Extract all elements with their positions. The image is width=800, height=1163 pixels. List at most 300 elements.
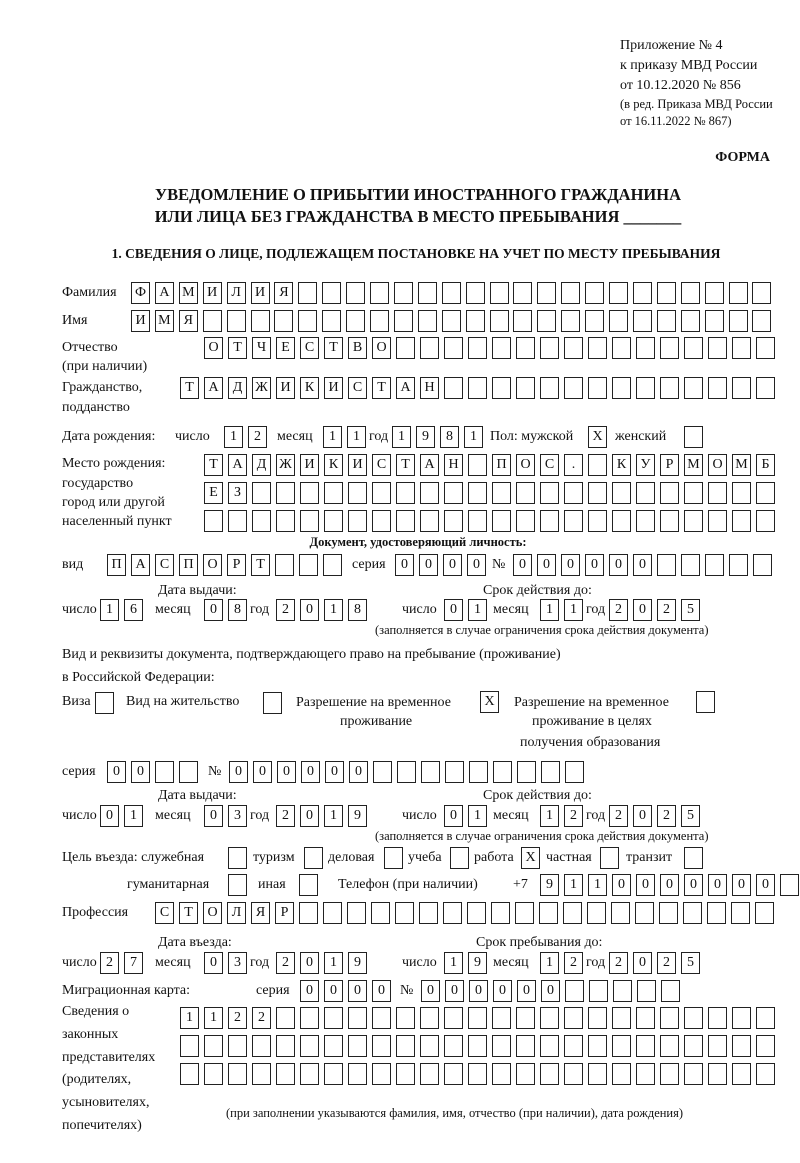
legal-representatives-field-cell[interactable] — [228, 1063, 247, 1085]
migration-card-number-field-cell[interactable]: 0 — [493, 980, 512, 1002]
name-field-cell[interactable] — [227, 310, 246, 332]
legal-representatives-field-cell[interactable] — [348, 1007, 367, 1029]
birth-place-field-cell[interactable] — [756, 482, 775, 504]
surname-field-cell[interactable] — [513, 282, 532, 304]
name-field-cell[interactable]: Я — [179, 310, 198, 332]
surname-field-cell[interactable] — [657, 282, 676, 304]
phone-field-cell[interactable]: 0 — [708, 874, 727, 896]
id-number-field-cell[interactable] — [705, 554, 724, 576]
entry-month-field-cell[interactable]: 0 — [204, 952, 223, 974]
name-field-cell[interactable] — [490, 310, 509, 332]
citizenship-field-cell[interactable] — [684, 377, 703, 399]
id-issue-year-field-cell[interactable]: 2 — [276, 599, 295, 621]
surname-field-cell[interactable] — [442, 282, 461, 304]
id-issue-year-field-cell[interactable]: 1 — [324, 599, 343, 621]
legal-representatives-field-cell[interactable] — [708, 1007, 727, 1029]
citizenship-field-cell[interactable]: С — [348, 377, 367, 399]
migration-card-number-field-cell[interactable]: 0 — [445, 980, 464, 1002]
birth-place-field-cell[interactable] — [444, 510, 463, 532]
name-field-cell[interactable] — [585, 310, 604, 332]
legal-representatives-field-cell[interactable] — [300, 1007, 319, 1029]
legal-representatives-field-cell[interactable] — [684, 1035, 703, 1057]
legal-representatives-field-cell[interactable] — [372, 1035, 391, 1057]
legal-representatives-field-cell[interactable] — [468, 1035, 487, 1057]
rd-number-field-cell[interactable] — [445, 761, 464, 783]
legal-representatives-field-cell[interactable] — [660, 1035, 679, 1057]
birth-place-field-cell[interactable] — [516, 510, 535, 532]
legal-representatives-field-cell[interactable] — [612, 1063, 631, 1085]
birth-place-field-cell[interactable]: А — [420, 454, 439, 476]
birth-year-field-cell[interactable]: 8 — [440, 426, 459, 448]
citizenship-field-cell[interactable]: Н — [420, 377, 439, 399]
name-field-cell[interactable] — [418, 310, 437, 332]
id-number-field-cell[interactable]: 0 — [633, 554, 652, 576]
rd-series-field-cell[interactable]: 0 — [131, 761, 150, 783]
rd-valid-year-field-cell[interactable]: 0 — [633, 805, 652, 827]
rd-issue-year-field-cell[interactable]: 2 — [276, 805, 295, 827]
profession-field-cell[interactable]: Л — [227, 902, 246, 924]
migration-card-number-field-cell[interactable]: 0 — [469, 980, 488, 1002]
rd-number-field-cell[interactable]: 0 — [277, 761, 296, 783]
profession-field-cell[interactable] — [323, 902, 342, 924]
legal-representatives-field-cell[interactable] — [348, 1035, 367, 1057]
birth-place-field-cell[interactable]: И — [300, 454, 319, 476]
residence-permit-checkbox-cell[interactable] — [263, 692, 282, 714]
birth-month-field-cell[interactable]: 1 — [323, 426, 342, 448]
patronymic-field-cell[interactable]: С — [300, 337, 319, 359]
profession-field-cell[interactable] — [395, 902, 414, 924]
legal-representatives-field-cell[interactable] — [348, 1063, 367, 1085]
rd-valid-month-field-cell[interactable]: 2 — [564, 805, 583, 827]
legal-representatives-field-cell[interactable] — [324, 1063, 343, 1085]
birth-place-field-cell[interactable] — [348, 482, 367, 504]
migration-card-series-field-cell[interactable]: 0 — [324, 980, 343, 1002]
migration-card-number-field-cell[interactable] — [589, 980, 608, 1002]
legal-representatives-field-cell[interactable] — [444, 1035, 463, 1057]
patronymic-field-cell[interactable] — [396, 337, 415, 359]
profession-field-cell[interactable] — [443, 902, 462, 924]
legal-representatives-field-cell[interactable] — [636, 1035, 655, 1057]
legal-representatives-field-cell[interactable] — [252, 1035, 271, 1057]
profession-field-cell[interactable] — [731, 902, 750, 924]
phone-field-cell[interactable]: 9 — [540, 874, 559, 896]
rd-number-field-cell[interactable] — [565, 761, 584, 783]
surname-field-cell[interactable]: И — [203, 282, 222, 304]
id-issue-month-field-cell[interactable]: 8 — [228, 599, 247, 621]
birth-place-field-cell[interactable]: Р — [660, 454, 679, 476]
surname-field-cell[interactable] — [466, 282, 485, 304]
patronymic-field-cell[interactable]: Е — [276, 337, 295, 359]
id-number-field-cell[interactable] — [657, 554, 676, 576]
stay-month-field-cell[interactable]: 2 — [564, 952, 583, 974]
surname-field-cell[interactable] — [609, 282, 628, 304]
id-valid-year-field-cell[interactable]: 2 — [657, 599, 676, 621]
id-valid-day-field-cell[interactable]: 1 — [468, 599, 487, 621]
legal-representatives-field-cell[interactable] — [732, 1007, 751, 1029]
legal-representatives-field-cell[interactable] — [276, 1063, 295, 1085]
birth-place-field-cell[interactable] — [492, 510, 511, 532]
surname-field-cell[interactable] — [322, 282, 341, 304]
id-number-field-cell[interactable]: 0 — [561, 554, 580, 576]
patronymic-field-cell[interactable] — [708, 337, 727, 359]
surname-field-cell[interactable] — [537, 282, 556, 304]
profession-field-cell[interactable]: О — [203, 902, 222, 924]
birth-place-field-cell[interactable] — [540, 510, 559, 532]
id-issue-day-field-cell[interactable]: 6 — [124, 599, 143, 621]
migration-card-number-field-cell[interactable] — [613, 980, 632, 1002]
id-issue-day-field-cell[interactable]: 1 — [100, 599, 119, 621]
birth-place-field-cell[interactable]: Ж — [276, 454, 295, 476]
name-field-cell[interactable] — [466, 310, 485, 332]
legal-representatives-field-cell[interactable]: 2 — [252, 1007, 271, 1029]
birth-place-field-cell[interactable]: М — [684, 454, 703, 476]
entry-day-field-cell[interactable]: 2 — [100, 952, 119, 974]
patronymic-field-cell[interactable] — [420, 337, 439, 359]
profession-field-cell[interactable] — [587, 902, 606, 924]
legal-representatives-field-cell[interactable] — [420, 1063, 439, 1085]
birth-place-field-cell[interactable]: О — [516, 454, 535, 476]
surname-field-cell[interactable] — [490, 282, 509, 304]
name-field-cell[interactable] — [346, 310, 365, 332]
id-valid-year-field-cell[interactable]: 2 — [609, 599, 628, 621]
phone-field-cell[interactable]: 0 — [684, 874, 703, 896]
legal-representatives-field-cell[interactable] — [516, 1063, 535, 1085]
patronymic-field-cell[interactable] — [588, 337, 607, 359]
birth-place-field-cell[interactable]: Т — [396, 454, 415, 476]
legal-representatives-field-cell[interactable] — [204, 1063, 223, 1085]
birth-place-field-cell[interactable]: Н — [444, 454, 463, 476]
legal-representatives-field-cell[interactable] — [252, 1063, 271, 1085]
profession-field-cell[interactable] — [347, 902, 366, 924]
surname-field-cell[interactable] — [681, 282, 700, 304]
profession-field-cell[interactable] — [419, 902, 438, 924]
migration-card-number-field-cell[interactable]: 0 — [421, 980, 440, 1002]
citizenship-field-cell[interactable]: К — [300, 377, 319, 399]
profession-field-cell[interactable]: Т — [179, 902, 198, 924]
entry-year-field-cell[interactable]: 2 — [276, 952, 295, 974]
birth-place-field-cell[interactable] — [636, 482, 655, 504]
citizenship-field-cell[interactable]: А — [204, 377, 223, 399]
patronymic-field-cell[interactable]: О — [372, 337, 391, 359]
name-field-cell[interactable] — [203, 310, 222, 332]
id-valid-year-field-cell[interactable]: 5 — [681, 599, 700, 621]
phone-field-cell[interactable]: 0 — [612, 874, 631, 896]
surname-field-cell[interactable] — [394, 282, 413, 304]
birth-place-field-cell[interactable] — [348, 510, 367, 532]
rd-valid-year-field-cell[interactable]: 2 — [657, 805, 676, 827]
birth-month-field-cell[interactable]: 1 — [347, 426, 366, 448]
birth-place-field-cell[interactable] — [612, 510, 631, 532]
birth-place-field-cell[interactable]: А — [228, 454, 247, 476]
rd-number-field-cell[interactable] — [373, 761, 392, 783]
birth-place-field-cell[interactable]: Д — [252, 454, 271, 476]
patronymic-field-cell[interactable] — [564, 337, 583, 359]
birth-place-field-cell[interactable] — [588, 454, 607, 476]
surname-field-cell[interactable] — [298, 282, 317, 304]
entry-day-field-cell[interactable]: 7 — [124, 952, 143, 974]
legal-representatives-field-cell[interactable]: 1 — [180, 1007, 199, 1029]
surname-field-cell[interactable] — [370, 282, 389, 304]
name-field-cell[interactable] — [442, 310, 461, 332]
legal-representatives-field-cell[interactable] — [204, 1035, 223, 1057]
id-number-field-cell[interactable]: 0 — [537, 554, 556, 576]
profession-field-cell[interactable] — [491, 902, 510, 924]
surname-field-cell[interactable]: Л — [227, 282, 246, 304]
rd-number-field-cell[interactable] — [493, 761, 512, 783]
id-issue-month-field-cell[interactable]: 0 — [204, 599, 223, 621]
rd-issue-day-field-cell[interactable]: 1 — [124, 805, 143, 827]
citizenship-field-cell[interactable] — [636, 377, 655, 399]
citizenship-field-cell[interactable] — [732, 377, 751, 399]
citizenship-field-cell[interactable] — [468, 377, 487, 399]
id-valid-day-field-cell[interactable]: 0 — [444, 599, 463, 621]
legal-representatives-field-cell[interactable] — [756, 1035, 775, 1057]
birth-place-field-cell[interactable] — [660, 482, 679, 504]
legal-representatives-field-cell[interactable] — [564, 1007, 583, 1029]
rd-number-field-cell[interactable] — [541, 761, 560, 783]
sex-male-checkbox-cell[interactable]: X — [588, 426, 607, 448]
birth-place-field-cell[interactable] — [276, 510, 295, 532]
id-kind-field-cell[interactable] — [323, 554, 342, 576]
birth-place-field-cell[interactable] — [468, 510, 487, 532]
surname-field-cell[interactable]: А — [155, 282, 174, 304]
id-kind-field-cell[interactable]: П — [107, 554, 126, 576]
name-field-cell[interactable] — [251, 310, 270, 332]
legal-representatives-field-cell[interactable] — [732, 1035, 751, 1057]
birth-place-field-cell[interactable] — [732, 482, 751, 504]
birth-place-field-cell[interactable] — [636, 510, 655, 532]
citizenship-field-cell[interactable] — [660, 377, 679, 399]
profession-field-cell[interactable]: Р — [275, 902, 294, 924]
rd-number-field-cell[interactable]: 0 — [229, 761, 248, 783]
birth-place-field-cell[interactable]: Б — [756, 454, 775, 476]
patronymic-field-cell[interactable] — [540, 337, 559, 359]
legal-representatives-field-cell[interactable] — [300, 1063, 319, 1085]
rd-number-field-cell[interactable]: 0 — [253, 761, 272, 783]
name-field-cell[interactable] — [274, 310, 293, 332]
legal-representatives-field-cell[interactable] — [276, 1035, 295, 1057]
legal-representatives-field-cell[interactable] — [636, 1007, 655, 1029]
legal-representatives-field-cell[interactable] — [492, 1035, 511, 1057]
legal-representatives-field-cell[interactable] — [588, 1007, 607, 1029]
migration-card-series-field-cell[interactable]: 0 — [348, 980, 367, 1002]
name-field-cell[interactable] — [561, 310, 580, 332]
rd-issue-year-field-cell[interactable]: 0 — [300, 805, 319, 827]
profession-field-cell[interactable] — [659, 902, 678, 924]
stay-month-field-cell[interactable]: 1 — [540, 952, 559, 974]
patronymic-field-cell[interactable]: О — [204, 337, 223, 359]
rd-issue-month-field-cell[interactable]: 0 — [204, 805, 223, 827]
birth-place-field-cell[interactable] — [300, 482, 319, 504]
surname-field-cell[interactable] — [346, 282, 365, 304]
patronymic-field-cell[interactable] — [468, 337, 487, 359]
migration-card-series-field-cell[interactable]: 0 — [300, 980, 319, 1002]
birth-place-field-cell[interactable]: У — [636, 454, 655, 476]
entry-year-field-cell[interactable]: 1 — [324, 952, 343, 974]
legal-representatives-field-cell[interactable] — [420, 1007, 439, 1029]
profession-field-cell[interactable]: С — [155, 902, 174, 924]
id-series-field-cell[interactable]: 0 — [419, 554, 438, 576]
legal-representatives-field-cell[interactable] — [612, 1035, 631, 1057]
id-number-field-cell[interactable]: 0 — [585, 554, 604, 576]
patronymic-field-cell[interactable] — [684, 337, 703, 359]
citizenship-field-cell[interactable] — [612, 377, 631, 399]
birth-place-field-cell[interactable] — [732, 510, 751, 532]
patronymic-field-cell[interactable] — [444, 337, 463, 359]
profession-field-cell[interactable]: Я — [251, 902, 270, 924]
surname-field-cell[interactable] — [418, 282, 437, 304]
patronymic-field-cell[interactable] — [516, 337, 535, 359]
birth-place-field-cell[interactable] — [708, 482, 727, 504]
legal-representatives-field-cell[interactable] — [540, 1063, 559, 1085]
rd-series-field-cell[interactable]: 0 — [107, 761, 126, 783]
purpose-service-checkbox-cell[interactable] — [228, 847, 247, 869]
rd-series-field-cell[interactable] — [155, 761, 174, 783]
surname-field-cell[interactable]: И — [251, 282, 270, 304]
name-field-cell[interactable] — [657, 310, 676, 332]
rd-valid-month-field-cell[interactable]: 1 — [540, 805, 559, 827]
legal-representatives-field-cell[interactable] — [636, 1063, 655, 1085]
purpose-humanitarian-checkbox-cell[interactable] — [228, 874, 247, 896]
birth-place-field-cell[interactable] — [324, 510, 343, 532]
citizenship-field-cell[interactable] — [516, 377, 535, 399]
surname-field-cell[interactable] — [752, 282, 771, 304]
id-issue-year-field-cell[interactable]: 8 — [348, 599, 367, 621]
birth-place-field-cell[interactable] — [588, 510, 607, 532]
birth-place-field-cell[interactable] — [252, 510, 271, 532]
legal-representatives-field-cell[interactable] — [396, 1007, 415, 1029]
rd-number-field-cell[interactable] — [469, 761, 488, 783]
profession-field-cell[interactable] — [755, 902, 774, 924]
patronymic-field-cell[interactable] — [492, 337, 511, 359]
citizenship-field-cell[interactable]: Т — [372, 377, 391, 399]
profession-field-cell[interactable] — [707, 902, 726, 924]
birth-place-field-cell[interactable] — [252, 482, 271, 504]
legal-representatives-field-cell[interactable] — [756, 1063, 775, 1085]
patronymic-field-cell[interactable] — [732, 337, 751, 359]
birth-place-field-cell[interactable] — [372, 482, 391, 504]
legal-representatives-field-cell[interactable] — [660, 1063, 679, 1085]
birth-year-field-cell[interactable]: 1 — [392, 426, 411, 448]
citizenship-field-cell[interactable]: И — [324, 377, 343, 399]
legal-representatives-field-cell[interactable] — [276, 1007, 295, 1029]
name-field-cell[interactable] — [394, 310, 413, 332]
name-field-cell[interactable] — [513, 310, 532, 332]
rd-valid-day-field-cell[interactable]: 1 — [468, 805, 487, 827]
id-kind-field-cell[interactable]: С — [155, 554, 174, 576]
birth-place-field-cell[interactable]: К — [324, 454, 343, 476]
sex-female-checkbox-cell[interactable] — [684, 426, 703, 448]
id-number-field-cell[interactable] — [681, 554, 700, 576]
stay-year-field-cell[interactable]: 5 — [681, 952, 700, 974]
id-valid-month-field-cell[interactable]: 1 — [540, 599, 559, 621]
rd-number-field-cell[interactable]: 0 — [349, 761, 368, 783]
birth-place-field-cell[interactable]: М — [732, 454, 751, 476]
birth-place-field-cell[interactable] — [588, 482, 607, 504]
birth-place-field-cell[interactable] — [372, 510, 391, 532]
id-valid-month-field-cell[interactable]: 1 — [564, 599, 583, 621]
purpose-business-checkbox-cell[interactable] — [384, 847, 403, 869]
birth-place-field-cell[interactable] — [204, 510, 223, 532]
phone-field-cell[interactable]: 0 — [636, 874, 655, 896]
rd-issue-year-field-cell[interactable]: 1 — [324, 805, 343, 827]
legal-representatives-field-cell[interactable] — [468, 1007, 487, 1029]
birth-year-field-cell[interactable]: 9 — [416, 426, 435, 448]
name-field-cell[interactable] — [298, 310, 317, 332]
entry-year-field-cell[interactable]: 0 — [300, 952, 319, 974]
purpose-other-checkbox-cell[interactable] — [299, 874, 318, 896]
birth-day-field-cell[interactable]: 2 — [248, 426, 267, 448]
legal-representatives-field-cell[interactable] — [756, 1007, 775, 1029]
profession-field-cell[interactable] — [299, 902, 318, 924]
legal-representatives-field-cell[interactable] — [588, 1035, 607, 1057]
rd-valid-year-field-cell[interactable]: 2 — [609, 805, 628, 827]
legal-representatives-field-cell[interactable] — [732, 1063, 751, 1085]
legal-representatives-field-cell[interactable] — [372, 1007, 391, 1029]
legal-representatives-field-cell[interactable]: 1 — [204, 1007, 223, 1029]
birth-place-field-cell[interactable] — [564, 510, 583, 532]
phone-field-cell[interactable]: 0 — [732, 874, 751, 896]
patronymic-field-cell[interactable] — [636, 337, 655, 359]
name-field-cell[interactable]: И — [131, 310, 150, 332]
id-number-field-cell[interactable] — [729, 554, 748, 576]
rd-series-field-cell[interactable] — [179, 761, 198, 783]
birth-place-field-cell[interactable] — [660, 510, 679, 532]
visa-checkbox-cell[interactable] — [95, 692, 114, 714]
legal-representatives-field-cell[interactable] — [420, 1035, 439, 1057]
stay-year-field-cell[interactable]: 0 — [633, 952, 652, 974]
phone-field-cell[interactable]: 1 — [588, 874, 607, 896]
migration-card-number-field-cell[interactable] — [661, 980, 680, 1002]
legal-representatives-field-cell[interactable] — [708, 1035, 727, 1057]
birth-place-field-cell[interactable] — [276, 482, 295, 504]
legal-representatives-field-cell[interactable] — [684, 1063, 703, 1085]
profession-field-cell[interactable] — [539, 902, 558, 924]
birth-place-field-cell[interactable]: П — [492, 454, 511, 476]
surname-field-cell[interactable] — [705, 282, 724, 304]
name-field-cell[interactable] — [633, 310, 652, 332]
legal-representatives-field-cell[interactable] — [492, 1007, 511, 1029]
profession-field-cell[interactable] — [371, 902, 390, 924]
patronymic-field-cell[interactable] — [612, 337, 631, 359]
rd-number-field-cell[interactable] — [421, 761, 440, 783]
birth-place-field-cell[interactable]: Т — [204, 454, 223, 476]
migration-card-number-field-cell[interactable]: 0 — [517, 980, 536, 1002]
id-kind-field-cell[interactable]: О — [203, 554, 222, 576]
name-field-cell[interactable] — [322, 310, 341, 332]
rd-valid-year-field-cell[interactable]: 5 — [681, 805, 700, 827]
legal-representatives-field-cell[interactable] — [396, 1063, 415, 1085]
citizenship-field-cell[interactable] — [756, 377, 775, 399]
birth-place-field-cell[interactable]: К — [612, 454, 631, 476]
legal-representatives-field-cell[interactable] — [612, 1007, 631, 1029]
birth-place-field-cell[interactable] — [708, 510, 727, 532]
legal-representatives-field-cell[interactable] — [468, 1063, 487, 1085]
birth-place-field-cell[interactable] — [396, 510, 415, 532]
phone-field-cell[interactable]: 1 — [564, 874, 583, 896]
profession-field-cell[interactable] — [515, 902, 534, 924]
name-field-cell[interactable] — [705, 310, 724, 332]
patronymic-field-cell[interactable]: Т — [228, 337, 247, 359]
birth-place-field-cell[interactable] — [540, 482, 559, 504]
birth-place-field-cell[interactable] — [468, 482, 487, 504]
rd-issue-day-field-cell[interactable]: 0 — [100, 805, 119, 827]
birth-place-field-cell[interactable] — [684, 510, 703, 532]
temp-residence-education-checkbox-cell[interactable] — [696, 691, 715, 713]
id-series-field-cell[interactable]: 0 — [443, 554, 462, 576]
stay-day-field-cell[interactable]: 1 — [444, 952, 463, 974]
id-kind-field-cell[interactable]: Т — [251, 554, 270, 576]
